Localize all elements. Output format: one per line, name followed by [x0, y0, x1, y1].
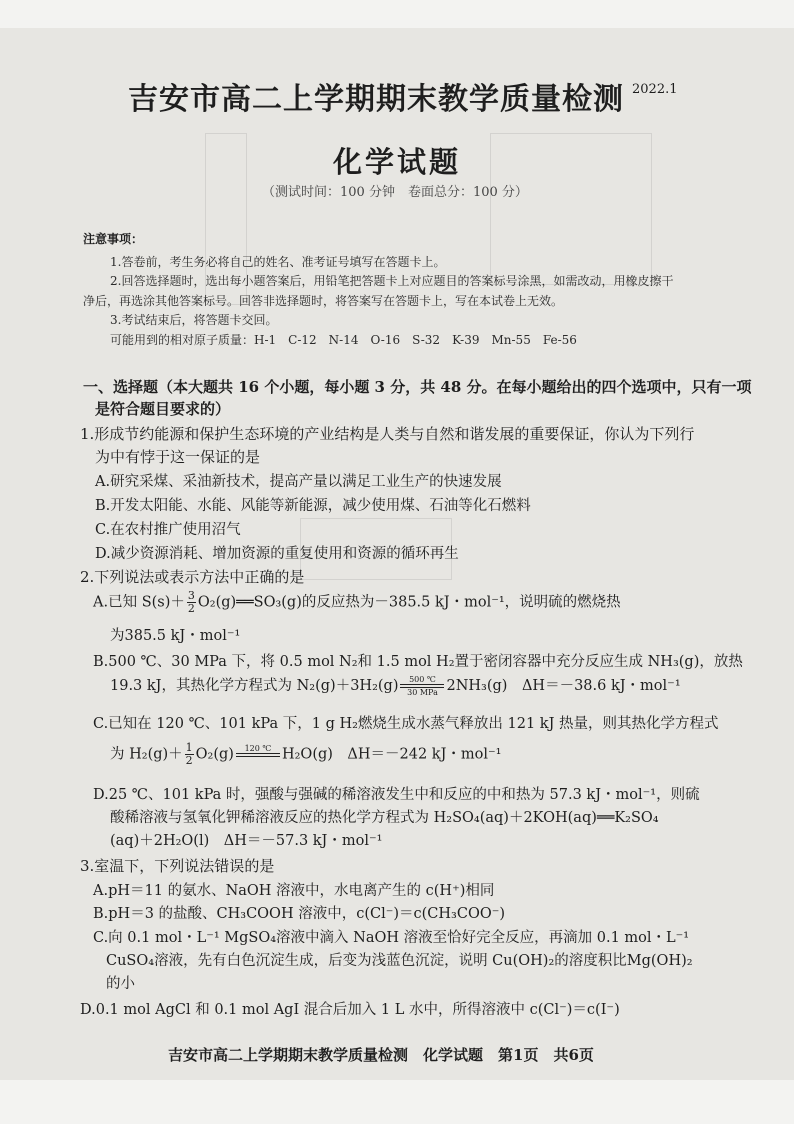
question-3-option-c-cont: 的小 [106, 976, 135, 992]
question-1-option-a: A.研究采煤、采油新技术，提高产量以满足工业生产的快速发展 [95, 474, 502, 490]
reaction-condition-arrow: 120 ℃ [236, 744, 280, 766]
note-line: 1.答卷前，考生务必将自己的姓名、准考证号填写在答题卡上。 [110, 255, 446, 269]
question-3-option-a: A.pH＝11 的氨水、NaOH 溶液中，水电离产生的 c(H⁺)相同 [93, 883, 495, 899]
note-line: 2.回答选择题时，选出每小题答案后，用铅笔把答题卡上对应题目的答案标号涂黑，如需改动，用橡皮擦干 [110, 274, 674, 288]
question-2-option-a: A.已知 S(s)＋ $\frac{3}{2}$ O₂(g)══SO₃(g)的反应热为－385.5 kJ・mol⁻¹，说明硫的燃烧热 [93, 589, 621, 615]
question-2-stem: 2.下列说法或表示方法中正确的是 [80, 568, 305, 586]
question-3-option-c: C.向 0.1 mol・L⁻¹ MgSO₄溶液中滴入 NaOH 溶液至恰好完全反应，再滴加 0.1 mol・L⁻¹ [93, 930, 690, 946]
question-3-option-b: B.pH＝3 的盐酸、CH₃COOH 溶液中，c(Cl⁻)＝c(CH₃COO⁻) [93, 906, 506, 922]
exam-date: 2022.1 [632, 82, 678, 97]
question-3-stem: 3.室温下，下列说法错误的是 [80, 857, 275, 875]
question-3-option-d: D.0.1 mol AgCl 和 0.1 mol AgI 混合后加入 1 L 水中，所得溶液中 c(Cl⁻)＝c(I⁻) [80, 1002, 620, 1018]
bleed-through-diagram [490, 133, 652, 285]
question-2-option-d: D.25 ℃、101 kPa 时，强酸与强碱的稀溶液发生中和反应的中和热为 57.3 kJ・mol⁻¹，则硫 [93, 787, 700, 803]
section-heading-cont: 是符合题目要求的） [95, 400, 231, 418]
reaction-condition-arrow: 500 ℃ 30 MPa [400, 675, 444, 697]
page-footer: 吉安市高二上学期期末教学质量检测 化学试题 第1页 共6页 [168, 1046, 594, 1064]
question-3-option-c-cont: CuSO₄溶液，先有白色沉淀生成，后变为浅蓝色沉淀，说明 Cu(OH)₂的溶度积比Mg(OH)₂ [106, 953, 693, 969]
subject-title: 化学试题 [333, 145, 462, 179]
notes-heading: 注意事项： [83, 232, 144, 246]
note-line: 3.考试结束后，将答题卡交回。 [110, 313, 278, 327]
question-1-stem: 1.形成节约能源和保护生态环境的产业结构是人类与自然和谐发展的重要保证，你认为下列行 [80, 425, 695, 443]
question-2-option-b: B.500 ℃、30 MPa 下，将 0.5 mol N₂和 1.5 mol H₂置于密闭容器中充分反应生成 NH₃(g)，放热 [93, 654, 743, 670]
question-1-option-d: D.减少资源消耗、增加资源的重复使用和资源的循环再生 [95, 546, 459, 562]
question-2-option-c-cont: 为 H₂(g)＋ $\frac{1}{2}$ O₂(g) 120 ℃ H₂O(g) ΔH＝－242 kJ・mol⁻¹ [110, 741, 502, 767]
fraction: $\frac{3}{2}$ [187, 589, 195, 615]
question-2-option-d-cont: 酸稀溶液与氢氧化钾稀溶液反应的热化学方程式为 H₂SO₄(aq)＋2KOH(aq)══K₂SO₄ [110, 810, 659, 826]
exam-info: （测试时间：100 分钟 卷面总分：100 分） [262, 185, 528, 200]
exam-title: 吉安市高二上学期期末教学质量检测 [128, 82, 624, 117]
question-1-stem-cont: 为中有悖于这一保证的是 [95, 448, 261, 466]
question-2-option-a-cont: 为385.5 kJ・mol⁻¹ [110, 628, 241, 644]
question-1-option-b: B.开发太阳能、水能、风能等新能源，减少使用煤、石油等化石燃料 [95, 498, 531, 514]
note-line: 净后，再选涂其他答案标号。回答非选择题时，将答案写在答题卡上，写在本试卷上无效。 [83, 294, 564, 308]
atomic-masses: 可能用到的相对原子质量：H-1 C-12 N-14 O-16 S-32 K-39 Mn-55 Fe-56 [110, 333, 577, 347]
question-1-option-c: C.在农村推广使用沼气 [95, 522, 241, 538]
question-2-option-b-cont: 19.3 kJ，其热化学方程式为 N₂(g)＋3H₂(g) 500 ℃ 30 MPa 2NH₃(g) ΔH＝－38.6 kJ・mol⁻¹ [110, 675, 681, 697]
section-heading: 一、选择题（本大题共 16 个小题，每小题 3 分，共 48 分。在每小题给出的四个选项中，只有一项 [83, 378, 752, 396]
question-2-option-c: C.已知在 120 ℃、101 kPa 下，1 g H₂燃烧生成水蒸气释放出 121 kJ 热量，则其热化学方程式 [93, 716, 719, 732]
fraction: $\frac{1}{2}$ [185, 741, 193, 767]
question-2-option-d-cont: (aq)＋2H₂O(l) ΔH＝－57.3 kJ・mol⁻¹ [110, 833, 383, 849]
